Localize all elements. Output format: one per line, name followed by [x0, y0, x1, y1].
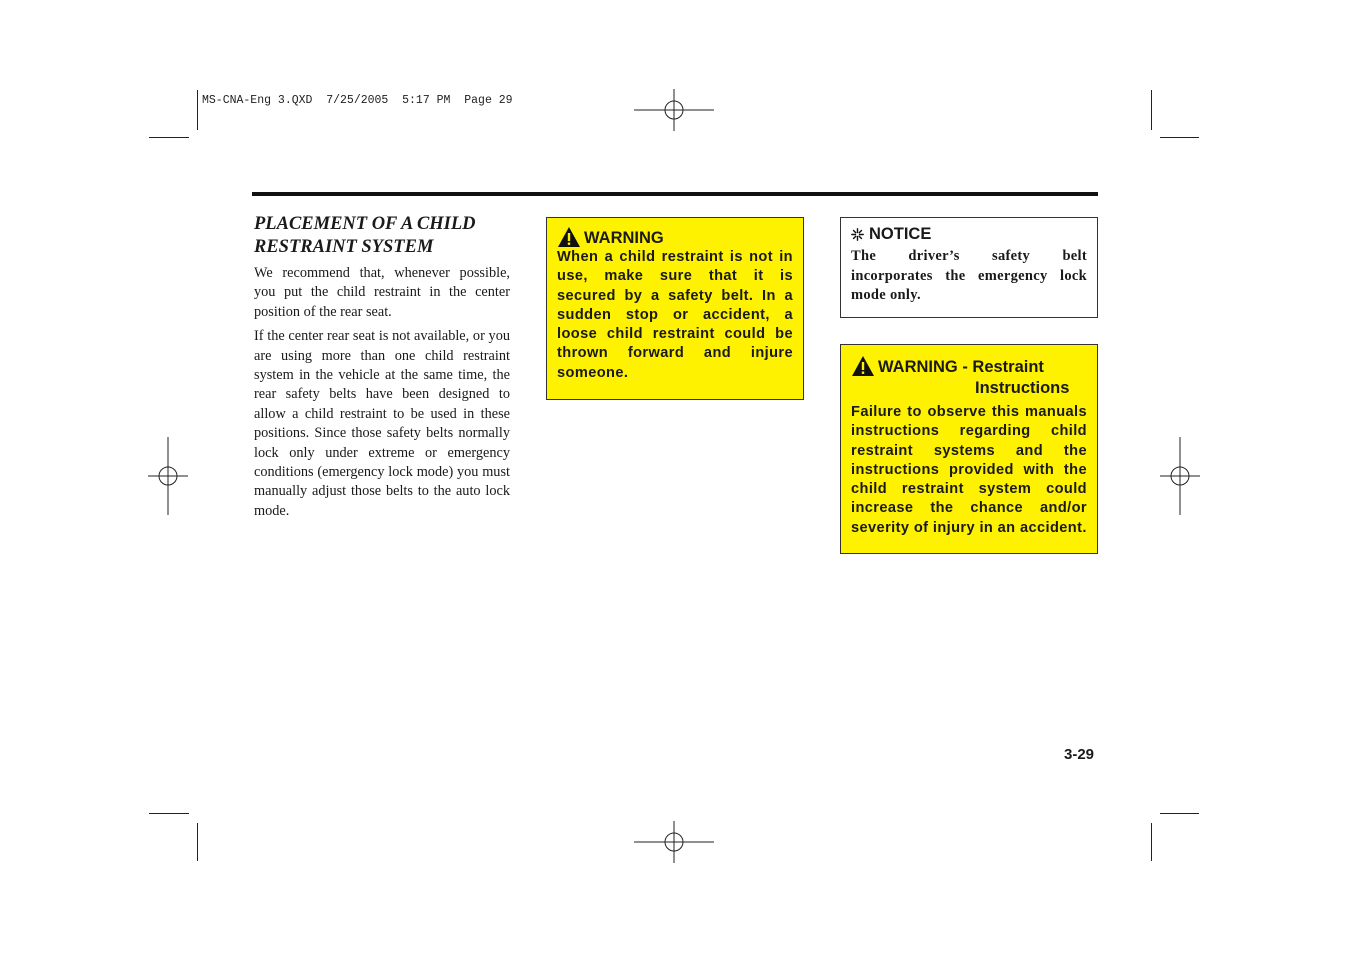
warning-restraint-text: Failure to observe this manuals instructions regarding child restraint systems and the instructions provided with the child restraint system could increase the chance and/or severity of injury in an accident. — [851, 404, 1087, 536]
registration-mark-icon — [1160, 437, 1200, 515]
section-title-line2: RESTRAINT SYSTEM — [254, 237, 434, 257]
header-rule — [252, 192, 1098, 196]
warning-box — [546, 217, 804, 400]
notice-box — [840, 217, 1098, 318]
warning-header — [557, 228, 793, 248]
section-title — [254, 213, 510, 259]
warning-text: When a child restraint is not in use, make sure that it is secured by a safety belt. In a sudden stop or accident, a loose child restraint could be thrown forward and injure someone. — [557, 249, 793, 381]
warning-restraint-box — [840, 344, 1098, 554]
body-paragraph-2: If the center rear seat is not available, or you are using more than one child restraint system in the vehicle at the same time, the rear safety belts have been designed to allow a child restraint to be used in these positions. Since those safety belts normally lock only under extreme or emergency conditions (emergency lock mode) you must manually adjust those belts to the auto lock mode. — [254, 328, 510, 519]
notice-label: NOTICE — [869, 225, 932, 243]
body-paragraph-1: We recommend that, whenever possible, you put the child restraint in the center position of the rear seat. — [254, 265, 510, 320]
notice-text: The driver’s safety belt incorporates the emergency lock mode only. — [851, 248, 1087, 304]
printer-slug-line: MS-CNA-Eng 3.QXD 7/25/2005 5:17 PM Page 29 — [202, 94, 513, 107]
warning-restraint-label-line1: WARNING - Restraint — [878, 358, 1044, 376]
registration-mark-icon — [634, 89, 714, 131]
warning-restraint-header — [851, 357, 1087, 398]
warning-triangle-icon — [851, 355, 875, 377]
notice-star-icon — [851, 228, 864, 241]
registration-mark-icon — [634, 821, 714, 863]
warning-restraint-label-line2: Instructions — [975, 379, 1070, 397]
page-number: 3-29 — [1064, 746, 1095, 763]
notice-header — [851, 224, 1087, 244]
section-column — [254, 213, 510, 526]
registration-mark-icon — [148, 437, 188, 515]
warning-triangle-icon — [557, 226, 581, 248]
warning-label: WARNING — [584, 229, 664, 247]
section-title-line1: PLACEMENT OF A CHILD — [254, 214, 476, 234]
